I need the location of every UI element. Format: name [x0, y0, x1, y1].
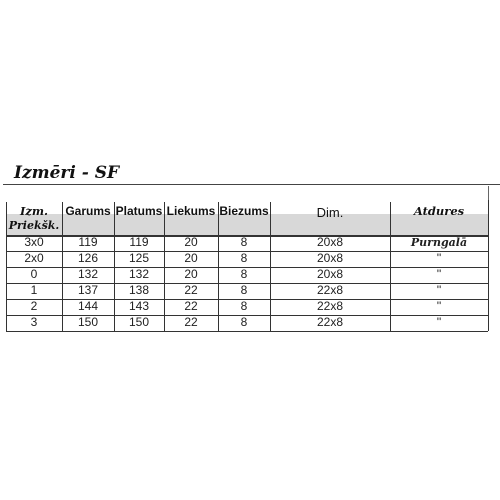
- cell-garums: 144: [77, 299, 99, 313]
- table-row-divider: [6, 331, 488, 332]
- header-izm: [6, 200, 62, 235]
- header-label: Platums: [115, 204, 163, 218]
- cell-liekums: 20: [184, 251, 198, 265]
- header-label-line2: Priekšk.: [8, 219, 60, 232]
- cell-izm: 1: [30, 283, 38, 297]
- cell-izm: 2x0: [24, 251, 44, 265]
- cell-dim: 20x8: [316, 267, 344, 281]
- header-atdures: [390, 200, 488, 235]
- table-column-divider: [270, 202, 271, 331]
- cell-platums: 132: [128, 267, 150, 281]
- header-label: Dim.: [316, 205, 344, 220]
- table-row-divider: [6, 267, 488, 268]
- table-row-divider: [6, 315, 488, 316]
- cell-izm: 3: [30, 315, 38, 329]
- cell-liekums: 22: [184, 299, 198, 313]
- cell-platums: 138: [128, 283, 150, 297]
- table-row-divider: [6, 283, 488, 284]
- cell-platums: 150: [128, 315, 150, 329]
- table-column-divider: [218, 202, 219, 331]
- cell-biezums: 8: [240, 267, 248, 281]
- cell-biezums: 8: [240, 299, 248, 313]
- cell-dim: 22x8: [316, 315, 344, 329]
- cell-atdures: '': [436, 251, 442, 265]
- cell-biezums: 8: [240, 283, 248, 297]
- header-platums: [114, 200, 164, 235]
- table-column-divider: [62, 202, 63, 331]
- table-column-divider: [390, 202, 391, 331]
- cell-atdures: '': [436, 283, 442, 297]
- cell-atdures: '': [436, 299, 442, 313]
- header-dim: [270, 200, 390, 235]
- cell-garums: 137: [77, 283, 99, 297]
- header-biezums: [218, 200, 270, 235]
- header-liekums: [164, 200, 218, 235]
- table-column-divider: [488, 200, 489, 331]
- cell-atdures: Purngalā: [410, 236, 468, 249]
- cell-dim: 22x8: [316, 299, 344, 313]
- header-label: Izm.: [19, 204, 49, 218]
- cell-izm: 3x0: [24, 235, 44, 249]
- cell-liekums: 20: [184, 267, 198, 281]
- cell-izm: 2: [30, 299, 38, 313]
- cell-garums: 150: [77, 315, 99, 329]
- table-column-divider: [114, 202, 115, 331]
- cell-platums: 119: [129, 235, 149, 249]
- cell-garums: 132: [77, 267, 99, 281]
- cell-platums: 125: [128, 251, 150, 265]
- table-row-divider: [6, 299, 488, 300]
- cell-atdures: '': [436, 315, 442, 329]
- table-row-divider: [6, 235, 488, 237]
- header-label: Garums: [65, 204, 111, 218]
- cell-liekums: 22: [184, 315, 198, 329]
- header-label: Liekums: [166, 204, 216, 218]
- cell-biezums: 8: [240, 251, 248, 265]
- table-row-divider: [6, 251, 488, 252]
- cell-biezums: 8: [240, 315, 248, 329]
- cell-garums: 126: [77, 251, 99, 265]
- cell-biezums: 8: [240, 235, 248, 249]
- cell-izm: 0: [30, 267, 38, 281]
- cell-dim: 22x8: [316, 283, 344, 297]
- cell-liekums: 20: [184, 235, 198, 249]
- header-garums: [62, 200, 114, 235]
- cell-liekums: 22: [184, 283, 198, 297]
- header-label: Atdures: [413, 204, 465, 218]
- cell-garums: 119: [78, 235, 98, 249]
- cell-dim: 20x8: [316, 251, 344, 265]
- table-column-divider: [6, 202, 7, 331]
- cell-platums: 143: [128, 299, 150, 313]
- cell-atdures: '': [436, 267, 442, 281]
- title-divider: [3, 184, 500, 185]
- cell-dim: 20x8: [316, 235, 344, 249]
- header-label: Biezums: [219, 204, 269, 218]
- page-title: Izmēri - SF: [14, 163, 120, 183]
- table-column-divider: [164, 202, 165, 331]
